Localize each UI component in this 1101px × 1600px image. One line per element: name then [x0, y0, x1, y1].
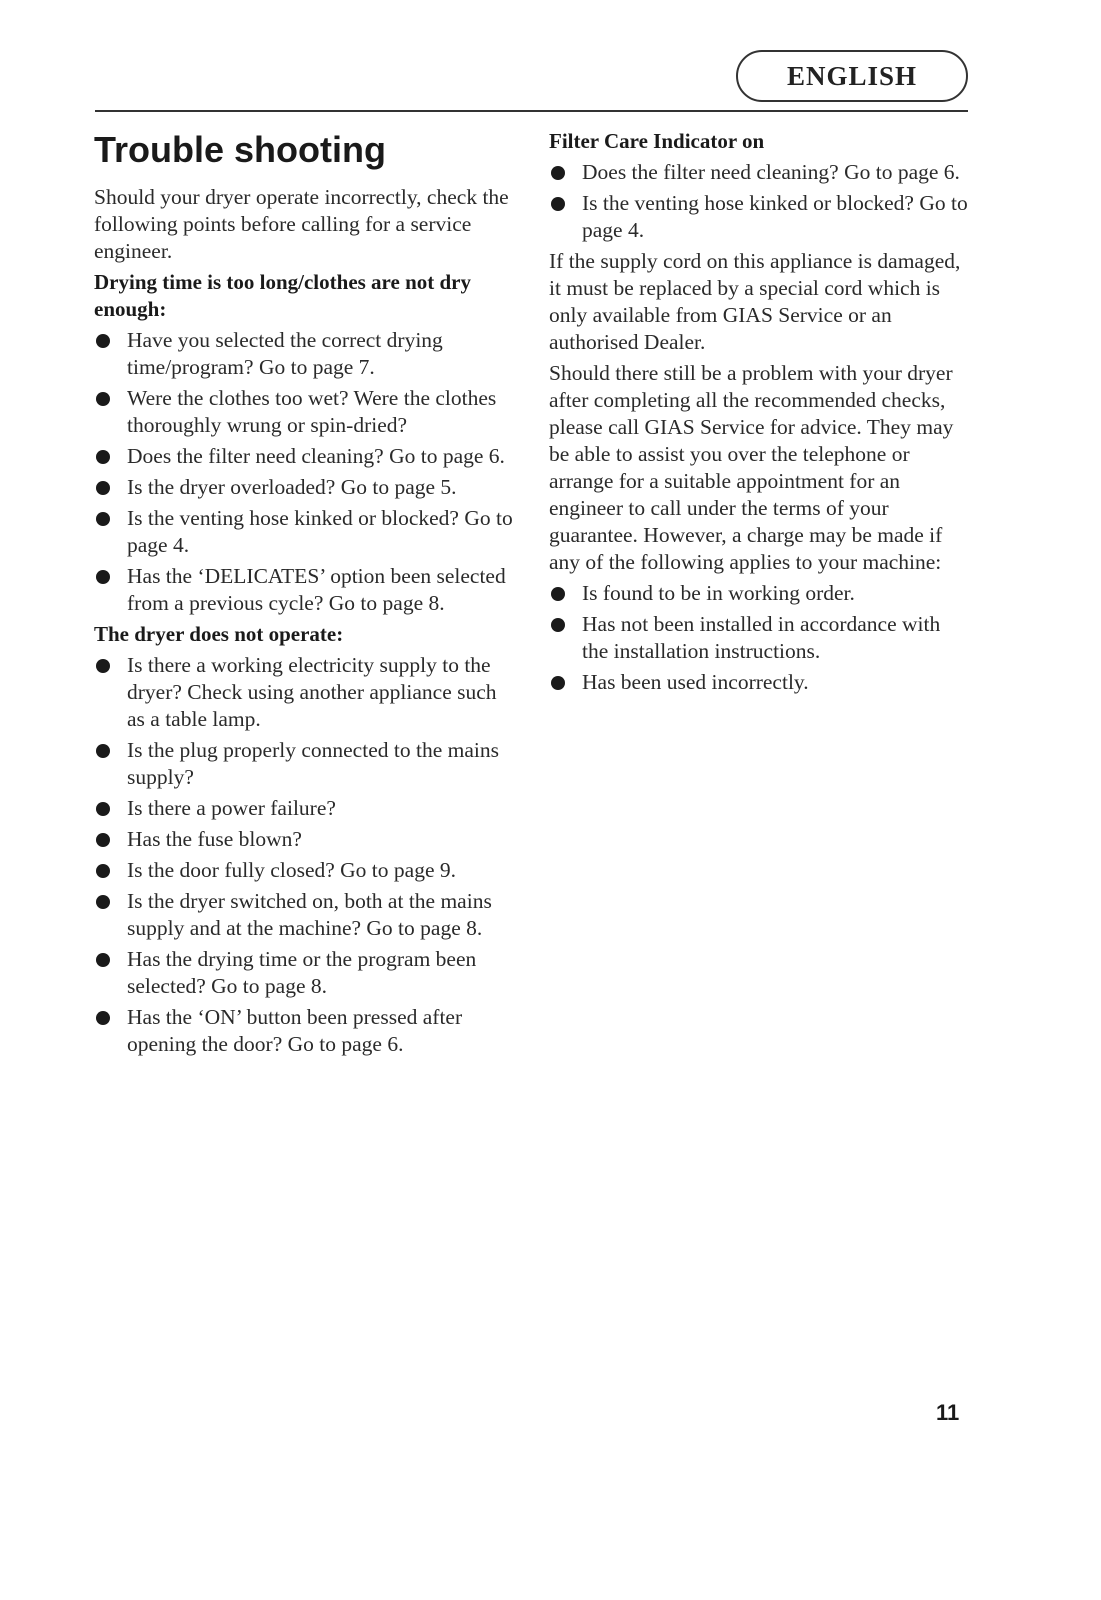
bullet-icon [96, 953, 110, 967]
list-item: Does the filter need cleaning? Go to page 6. [94, 443, 514, 470]
supply-cord-paragraph: If the supply cord on this appliance is damaged, it must be replaced by a special cord which is only available from GIAS Service or an authorised Dealer. [549, 249, 961, 354]
bullet-icon [96, 895, 110, 909]
list-item: Is the venting hose kinked or blocked? Go to page 4. [94, 505, 514, 559]
section-heading-does-not-operate: The dryer does not operate: [94, 622, 344, 646]
bullet-icon [96, 1011, 110, 1025]
language-badge: ENGLISH [736, 50, 968, 102]
bullet-icon [96, 802, 110, 816]
list-item: Has not been installed in accordance with the installation instructions. [549, 611, 969, 665]
service-paragraph: Should there still be a problem with your dryer after completing all the recommended checks, please call GIAS Service for advice. They may be able to assist you over the telephone or arrange for a suitable appointment for an engineer to call under the terms of your guarantee. However, a charge may be made if any of the following applies to your machine: [549, 361, 954, 574]
bullet-icon [96, 392, 110, 406]
list-item: Is the plug properly connected to the mains supply? [94, 737, 514, 791]
list-item: Were the clothes too wet? Were the clothes thoroughly wrung or spin-dried? [94, 385, 514, 439]
filter-care-list [549, 159, 969, 244]
bullet-icon [551, 676, 565, 690]
bullet-icon [96, 570, 110, 584]
list-item: Is the venting hose kinked or blocked? Go to page 4. [549, 190, 969, 244]
list-item: Has the fuse blown? [94, 826, 514, 853]
bullet-icon [96, 334, 110, 348]
bullet-icon [551, 618, 565, 632]
list-item: Does the filter need cleaning? Go to page 6. [549, 159, 969, 186]
bullet-icon [551, 197, 565, 211]
list-item: Has been used incorrectly. [549, 669, 969, 696]
list-item: Is the dryer overloaded? Go to page 5. [94, 474, 514, 501]
list-item: Has the ‘DELICATES’ option been selected from a previous cycle? Go to page 8. [94, 563, 514, 617]
list-item: Has the drying time or the program been selected? Go to page 8. [94, 946, 514, 1000]
list-item: Is the dryer switched on, both at the mains supply and at the machine? Go to page 8. [94, 888, 514, 942]
right-column [549, 128, 969, 700]
bullet-icon [96, 450, 110, 464]
bullet-icon [96, 659, 110, 673]
bullet-icon [96, 833, 110, 847]
does-not-operate-list [94, 652, 514, 1058]
list-item: Has the ‘ON’ button been pressed after opening the door? Go to page 6. [94, 1004, 514, 1058]
list-item: Is there a working electricity supply to the dryer? Check using another appliance such as a table lamp. [94, 652, 514, 733]
page-title: Trouble shooting [94, 129, 386, 170]
list-item: Have you selected the correct drying time/program? Go to page 7. [94, 327, 514, 381]
list-item: Is there a power failure? [94, 795, 514, 822]
list-item: Is the door fully closed? Go to page 9. [94, 857, 514, 884]
section-heading-filter-care: Filter Care Indicator on [549, 129, 765, 153]
bullet-icon [96, 512, 110, 526]
bullet-icon [96, 481, 110, 495]
bullet-icon [96, 744, 110, 758]
drying-time-list [94, 327, 514, 617]
intro-paragraph: Should your dryer operate incorrectly, check the following points before calling for a service engineer. [94, 185, 509, 263]
section-heading-drying-time: Drying time is too long/clothes are not dry enough: [94, 270, 471, 321]
list-item: Is found to be in working order. [549, 580, 969, 607]
bullet-icon [96, 864, 110, 878]
bullet-icon [551, 587, 565, 601]
bullet-icon [551, 166, 565, 180]
header-rule [95, 110, 968, 112]
left-column [94, 128, 514, 1062]
page-number: 11 [936, 1400, 960, 1425]
charge-conditions-list [549, 580, 969, 696]
